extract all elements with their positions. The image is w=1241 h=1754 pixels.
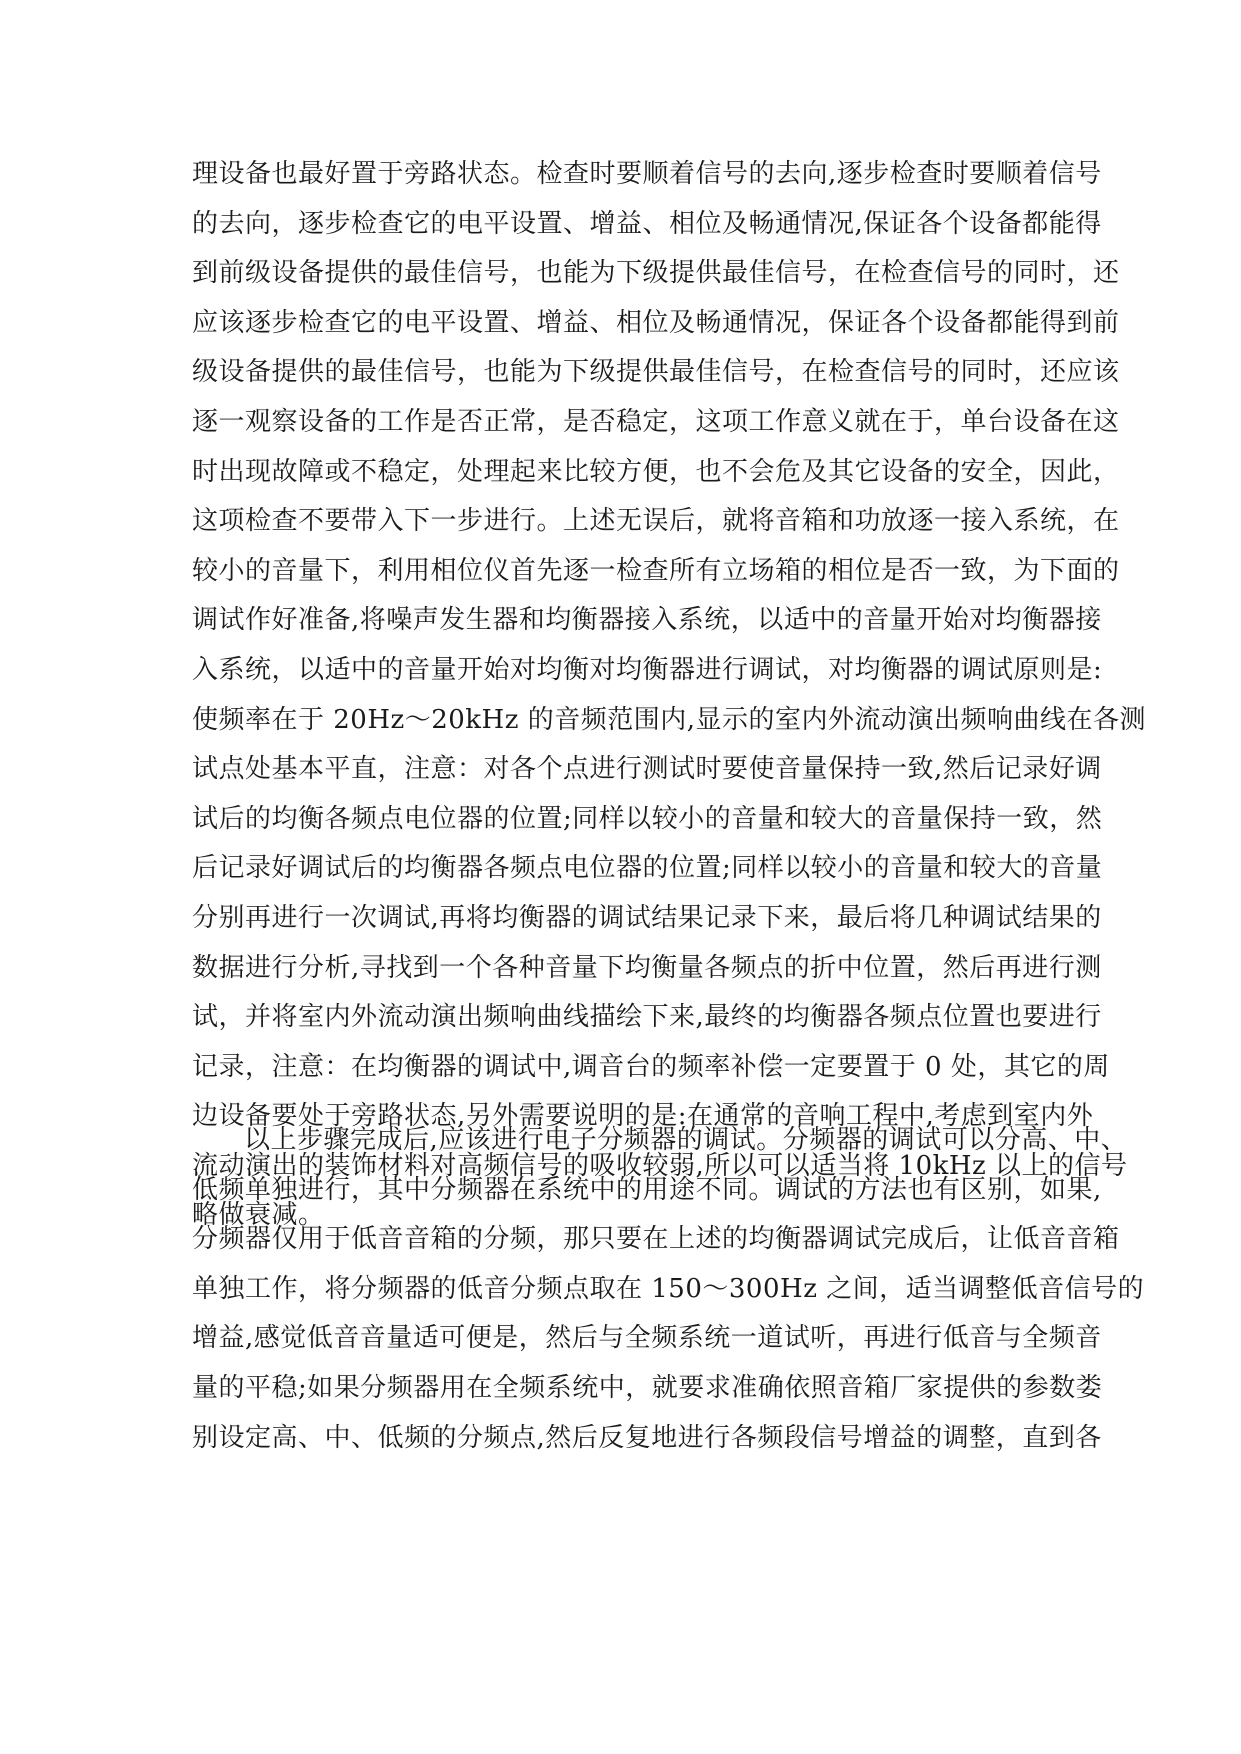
text-line: 应该逐步检查它的电平设置、增益、相位及畅通情况，保证各个设备都能得到前 bbox=[192, 307, 1120, 338]
text-line: 增益,感觉低音音量适可便是，然后与全频系统一道试听，再进行低音与全频音 bbox=[192, 1323, 1102, 1354]
text-line: 的去向，逐步检查它的电平设置、增益、相位及畅通情况,保证各个设备都能得 bbox=[192, 208, 1102, 239]
text-line: 略做衰减。 bbox=[192, 1200, 325, 1231]
text-line: 单独工作，将分频器的低音分频点取在 150～300Hz 之间，适当调整低音信号的 bbox=[192, 1273, 1145, 1304]
text-line: 试，并将室内外流动演出频响曲线描绘下来,最终的均衡器各频点位置也要进行 bbox=[192, 1002, 1102, 1033]
text-line: 分别再进行一次调试,再将均衡器的调试结果记录下来，最后将几种调试结果的 bbox=[192, 902, 1102, 933]
text-line: 到前级设备提供的最佳信号，也能为下级提供最佳信号，在检查信号的同时，还 bbox=[192, 258, 1120, 289]
text-line: 这项检查不要带入下一步进行。上述无误后，就将音箱和功放逐一接入系统，在 bbox=[192, 506, 1120, 537]
text-line: 边设备要处于旁路状态,另外需要说明的是:在通常的音响工程中,考虑到室内外 bbox=[192, 1101, 1094, 1132]
text-line: 数据进行分析,寻找到一个各种音量下均衡量各频点的折中位置，然后再进行测 bbox=[192, 952, 1102, 983]
text-line: 较小的音量下，利用相位仪首先逐一检查所有立场箱的相位是否一致，为下面的 bbox=[192, 555, 1120, 586]
text-line: 记录，注意：在均衡器的调试中,调音台的频率补偿一定要置于 0 处，其它的周 bbox=[192, 1051, 1110, 1082]
text-line: 试后的均衡各频点电位器的位置;同样以较小的音量和较大的音量保持一致，然 bbox=[192, 803, 1103, 834]
text-line: 低频单独进行，其中分频器在系统中的用途不同。调试的方法也有区别，如果, bbox=[192, 1174, 1102, 1205]
text-line: 后记录好调试后的均衡器各频点电位器的位置;同样以较小的音量和较大的音量 bbox=[192, 853, 1103, 884]
text-line: 调试作好准备,将噪声发生器和均衡器接入系统，以适中的音量开始对均衡器接 bbox=[192, 605, 1102, 636]
text-line: 级设备提供的最佳信号，也能为下级提供最佳信号，在检查信号的同时，还应该 bbox=[192, 357, 1120, 388]
text-line: 时出现故障或不稳定，处理起来比较方便，也不会危及其它设备的安全，因此， bbox=[192, 456, 1120, 487]
text-line: 入系统，以适中的音量开始对均衡对均衡器进行调试，对均衡器的调试原则是: bbox=[192, 654, 1103, 685]
text-line: 以上步骤完成后,应该进行电子分频器的调试。分频器的调试可以分高、中、 bbox=[244, 1125, 1128, 1155]
paragraph-1 bbox=[192, 150, 1146, 1241]
text-line: 流动演出的装饰材料对高频信号的吸收较弱,所以可以适当将 10kHz 以上的信号 bbox=[192, 1150, 1128, 1181]
text-line: 理设备也最好置于旁路状态。检查时要顺着信号的去向,逐步检查时要顺着信号 bbox=[192, 159, 1102, 189]
text-line: 量的平稳;如果分频器用在全频系统中，就要求准确依照音箱厂家提供的参数娄 bbox=[192, 1372, 1103, 1403]
text-line: 逐一观察设备的工作是否正常，是否稳定，这项工作意义就在于，单台设备在这 bbox=[192, 406, 1120, 437]
text-line: 分频器仅用于低音音箱的分频，那只要在上述的均衡器调试完成后，让低音音箱 bbox=[192, 1224, 1120, 1255]
text-line: 别设定高、中、低频的分频点,然后反复地进行各频段信号增益的调整，直到各 bbox=[192, 1422, 1102, 1453]
text-line: 使频率在于 20Hz～20kHz 的音频范围内,显示的室内外流动演出频响曲线在各测 bbox=[192, 704, 1146, 735]
text-line: 试点处基本平直，注意：对各个点进行测试时要使音量保持一致,然后记录好调 bbox=[192, 754, 1102, 785]
